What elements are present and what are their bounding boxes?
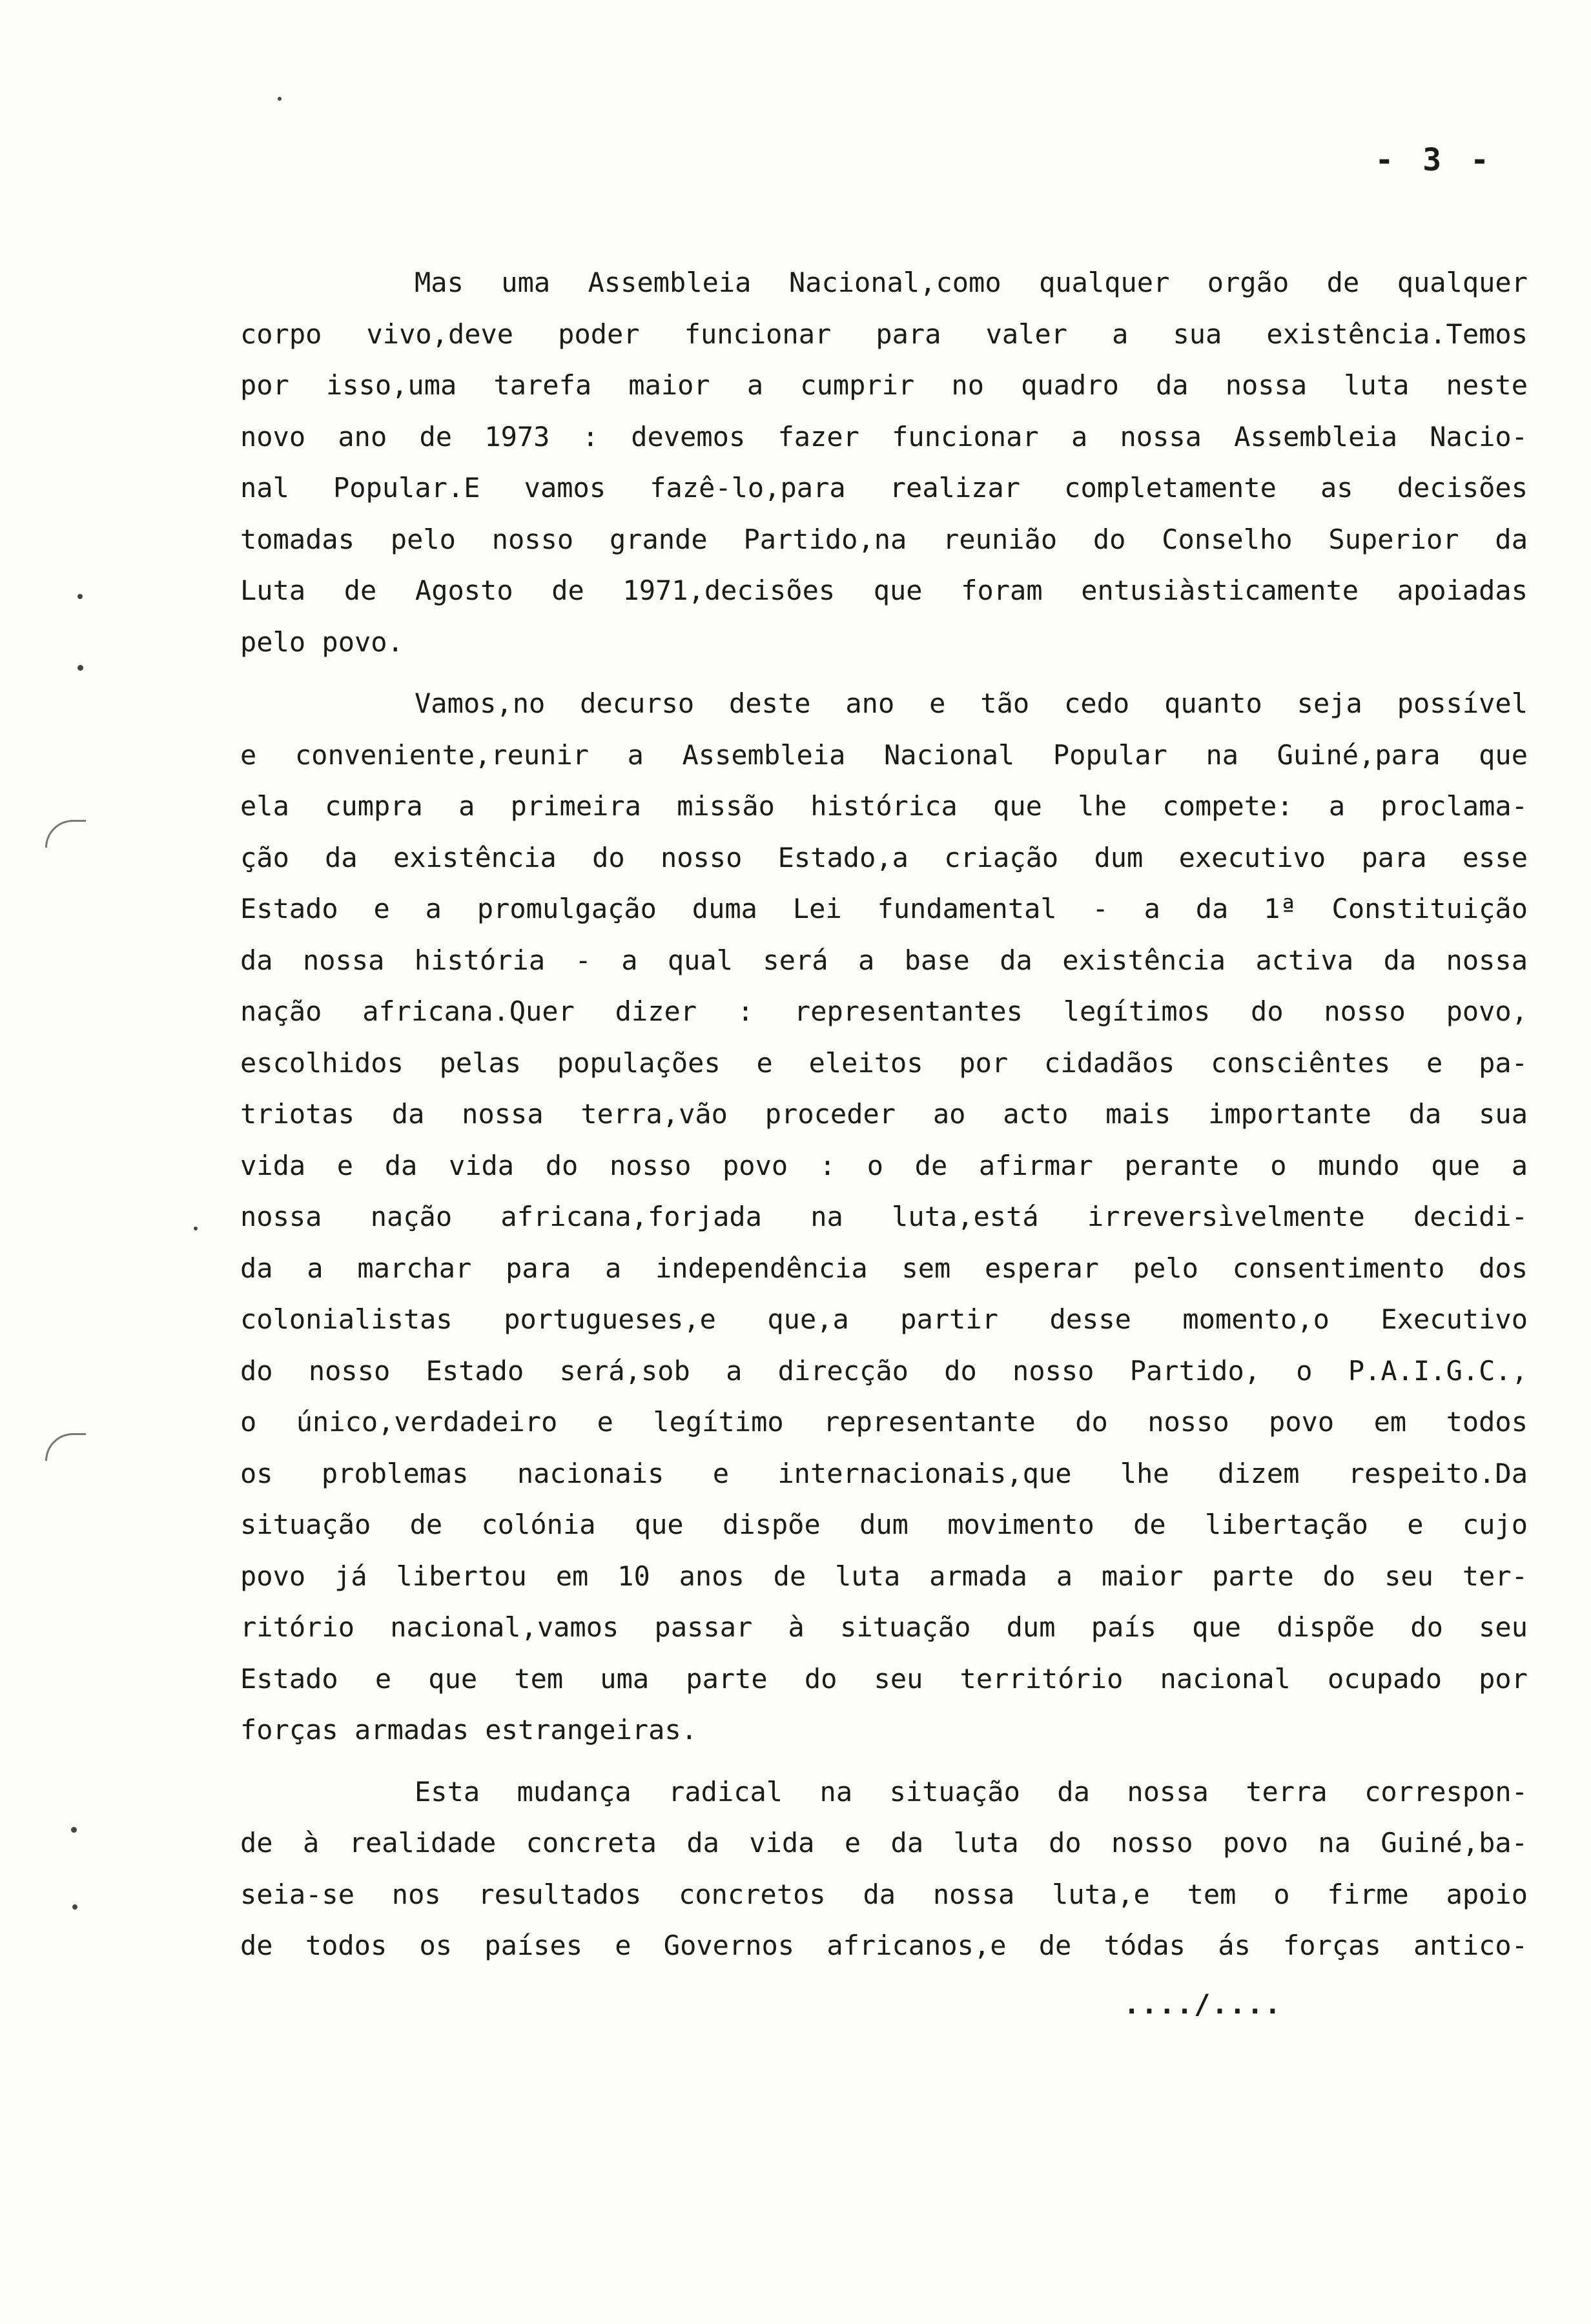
text-line: nossa nação africana,forjada na luta,está irreversìvelmente decidi- bbox=[240, 1201, 1528, 1232]
text-line: Vamos,no decurso deste ano e tão cedo quanto seja possível bbox=[415, 688, 1528, 719]
paragraph-3 bbox=[240, 1766, 1528, 1972]
text-line: triotas da nossa terra,vão proceder ao acto mais importante da sua bbox=[240, 1098, 1528, 1130]
text-line: de à realidade concreta da vida e da luta do nosso povo na Guiné,ba- bbox=[240, 1827, 1528, 1859]
text-line: pelo povo. bbox=[240, 626, 404, 658]
text-line: ção da existência do nosso Estado,a criação dum executivo para esse bbox=[240, 841, 1528, 873]
scan-speck bbox=[71, 1827, 77, 1833]
text-line: forças armadas estrangeiras. bbox=[240, 1714, 698, 1746]
scan-speck bbox=[77, 594, 83, 599]
paragraph-gap bbox=[240, 1756, 1528, 1766]
text-line: novo ano de 1973 : devemos fazer funcionar a nossa Assembleia Nacio- bbox=[240, 420, 1528, 453]
text-line: vida e da vida do nosso povo : o de afirmar perante o mundo que a bbox=[240, 1149, 1528, 1181]
text-line: tomadas pelo nosso grande Partido,na reunião do Conselho Superior da bbox=[240, 523, 1528, 555]
text-line: o único,verdadeiro e legítimo representante do nosso povo em todos bbox=[240, 1406, 1528, 1438]
text-line: da nossa história - a qual será a base da existência activa da nossa bbox=[240, 944, 1528, 976]
text-line: nação africana.Quer dizer : representantes legítimos do nosso povo, bbox=[240, 995, 1528, 1027]
paragraph-gap bbox=[240, 668, 1528, 678]
text-line: corpo vivo,deve poder funcionar para valer a sua existência.Temos bbox=[240, 318, 1528, 350]
text-line: povo já libertou em 10 anos de luta armada a maior parte do seu ter- bbox=[240, 1560, 1528, 1592]
paragraph-1 bbox=[240, 257, 1528, 668]
text-line: nal Popular.E vamos fazê-lo,para realizar completamente as decisões bbox=[240, 472, 1528, 504]
scan-speck bbox=[194, 1227, 198, 1230]
text-line: escolhidos pelas populações e eleitos por cidadãos consciêntes e pa- bbox=[240, 1046, 1528, 1079]
text-line: Esta mudança radical na situação da nossa terra correspon- bbox=[415, 1775, 1528, 1808]
text-line: Estado e a promulgação duma Lei fundamental - a da 1ª Constituição bbox=[240, 893, 1528, 924]
text-line: e conveniente,reunir a Assembleia Nacional Popular na Guiné,para que bbox=[240, 739, 1528, 771]
paragraph-2 bbox=[240, 678, 1528, 1756]
text-line: da a marchar para a independência sem esperar pelo consentimento dos bbox=[240, 1252, 1528, 1284]
text-line: Luta de Agosto de 1971,decisões que foram entusiàsticamente apoiadas bbox=[240, 575, 1528, 606]
text-line: ritório nacional,vamos passar à situação dum país que dispõe do seu bbox=[240, 1611, 1528, 1643]
page-number: - 3 - bbox=[1375, 142, 1494, 178]
text-line: Estado e que tem uma parte do seu território nacional ocupado por bbox=[240, 1662, 1528, 1695]
punch-hole-mark bbox=[45, 1433, 86, 1461]
text-line: colonialistas portugueses,e que,a partir desse momento,o Executivo bbox=[240, 1303, 1528, 1335]
text-line: do nosso Estado será,sob a direcção do nosso Partido, o P.A.I.G.C., bbox=[240, 1354, 1528, 1387]
document-body bbox=[240, 257, 1528, 1972]
text-line: os problemas nacionais e internacionais,que lhe dizem respeito.Da bbox=[240, 1457, 1528, 1489]
scan-speck bbox=[278, 97, 282, 101]
scan-speck bbox=[77, 665, 83, 671]
text-line: por isso,uma tarefa maior a cumprir no quadro da nossa luta neste bbox=[240, 369, 1528, 401]
text-line: situação de colónia que dispõe dum movimento de libertação e cujo bbox=[240, 1509, 1528, 1540]
punch-hole-mark bbox=[45, 820, 86, 848]
text-line: Mas uma Assembleia Nacional,como qualquer orgão de qualquer bbox=[415, 267, 1528, 298]
text-line: de todos os países e Governos africanos,e de tódas ás forças antico- bbox=[240, 1930, 1528, 1961]
continuation-mark: ..../.... bbox=[1124, 1988, 1282, 2020]
scan-speck bbox=[72, 1904, 77, 1910]
text-line: seia-se nos resultados concretos da nossa luta,e tem o firme apoio bbox=[240, 1878, 1528, 1910]
text-line: ela cumpra a primeira missão histórica que lhe compete: a proclama- bbox=[240, 790, 1528, 822]
